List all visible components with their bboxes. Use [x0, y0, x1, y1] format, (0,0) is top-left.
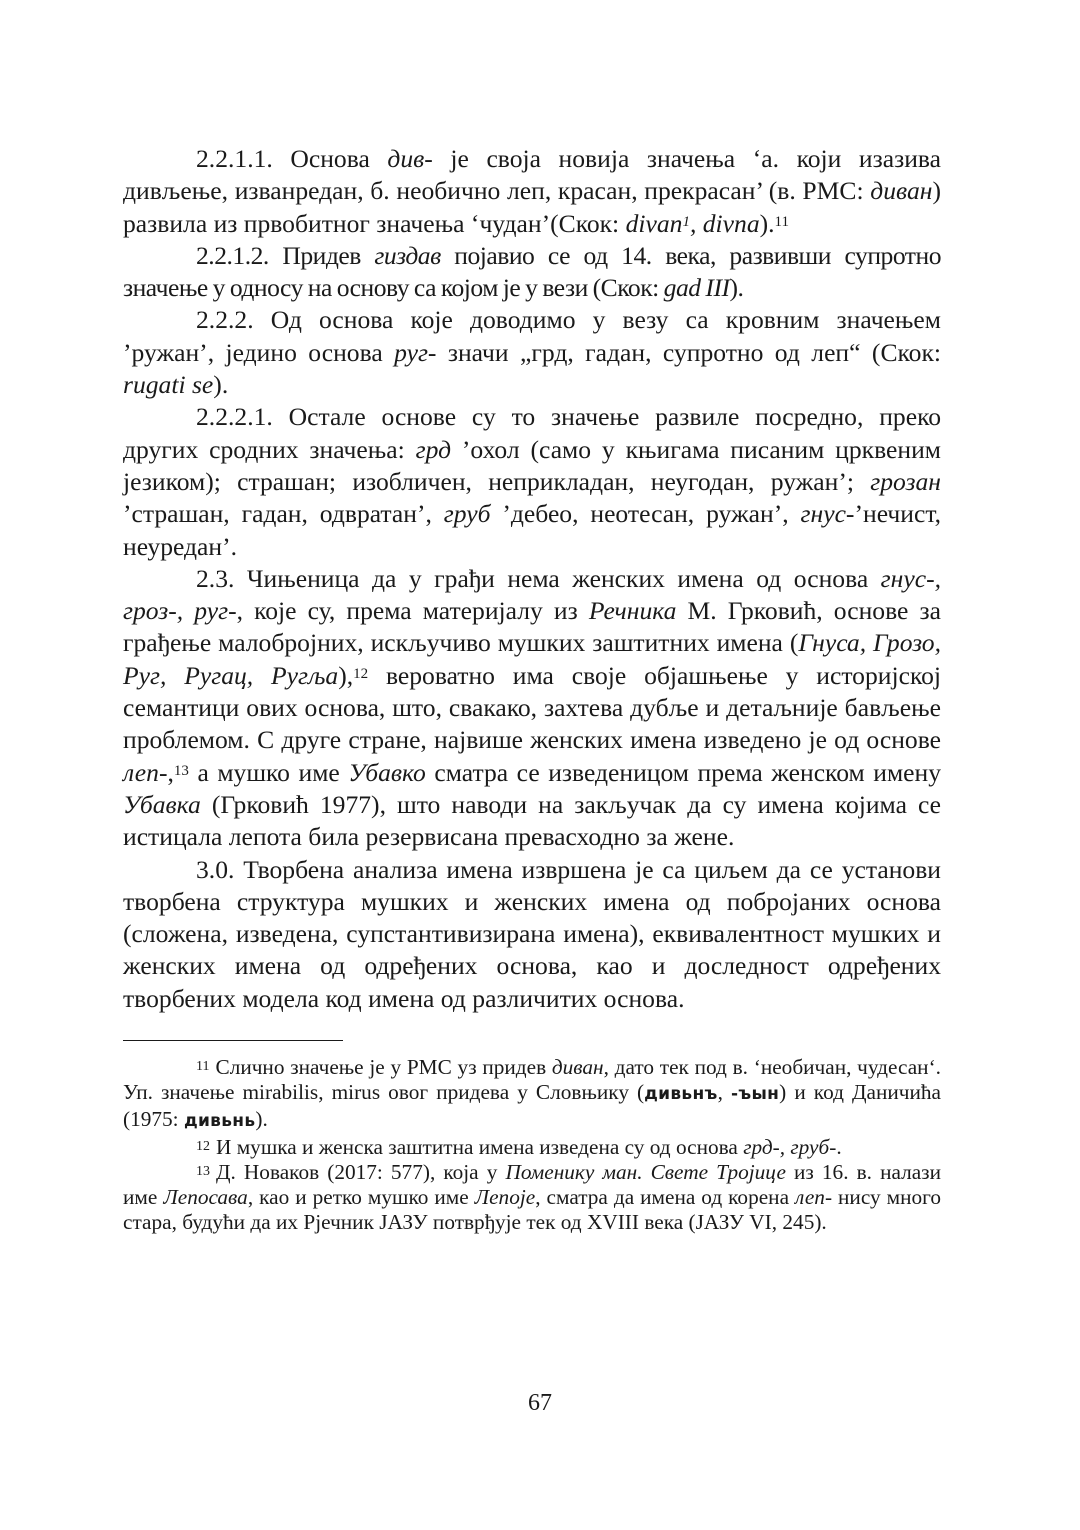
text-run: из 16. в. налази име [123, 1159, 941, 1210]
footnote-number: 12 [196, 1138, 210, 1154]
text-run: нису много стара, будући да их Рјечник ЈАЗУ потврђује тек од XVIII века (ЈАЗУ VI, 245). [123, 1185, 942, 1235]
italic-term: грозан [870, 466, 941, 496]
text-run: ). [729, 273, 744, 303]
footnotes [123, 1055, 941, 1235]
text-run: ), [338, 660, 354, 690]
footnote-number: 13 [196, 1163, 210, 1179]
text-run: 3.0. Творбена анализа имена извршена је са циљем да се установи творбена структура мушких и женских имена од побројаних основа (сложена, изведена, супстантивизирана имена), еквивалентност мушких и женских имена од одређених основа, као и доследност одређених творбених модела код имена од различитих основа. [123, 854, 941, 1013]
text-run: ). [759, 208, 775, 238]
italic-term: грд-, груб- [743, 1134, 837, 1159]
text-run: ). [255, 1107, 268, 1132]
italic-term: Речника [588, 596, 677, 626]
text-run: , дато тек под в. ‘необичан, чудесан‘. Уп. значење mirabilis, mirus овог придева у Словњику ( [123, 1055, 941, 1105]
old-slavonic-word: дивьнъ [644, 1084, 718, 1105]
italic-term: Лепоје [474, 1185, 536, 1210]
italic-term: леп- [123, 757, 168, 787]
text-run: ) и код Даничића (1975: [123, 1080, 941, 1132]
text-run: значи „грд, гадан, супротно од леп“ (Скок: [436, 337, 941, 367]
old-slavonic-word: дивьнь [183, 1111, 256, 1132]
footnote-separator [123, 1040, 343, 1041]
italic-term: Лепосава [163, 1185, 248, 1210]
paragraph-2-2-2 [123, 304, 941, 401]
italic-term: див- [387, 144, 433, 173]
text-run: , као и ретко мушко име [247, 1185, 475, 1210]
text-run: , које су, према материјалу из [236, 596, 589, 626]
text-run: Слично значење је у РМС уз придев [215, 1055, 552, 1080]
italic-term: gad III [663, 273, 730, 303]
text-run: 2.2.1.1. Основа [196, 144, 388, 173]
text-run: 2.3. Чињеница да у грађи нема женских имена од основа [196, 563, 881, 593]
text-run: Д. Новаков (2017: 577), која у [216, 1159, 506, 1184]
text-run: а мушко име [188, 757, 349, 787]
footnote-ref: 12 [353, 665, 369, 682]
text-run: , сматра да имена од корена [535, 1185, 796, 1210]
italic-term: груб [443, 499, 491, 529]
text-run: , [717, 1080, 732, 1105]
paragraph-2-3 [123, 563, 941, 854]
text-run: ’дебео, неотесан, ружан’, [490, 499, 801, 529]
text-run: сматра се изведеницом према женском имену [425, 757, 941, 787]
footnote-number: 11 [196, 1059, 210, 1075]
text-run: појавио се од 14. века, развивши супротно значење у односу на основу са којом је у вези (Скок: [123, 240, 941, 303]
italic-term: Поменику ман. Свете Тројице [505, 1159, 786, 1184]
footnote-13 [123, 1160, 941, 1236]
italic-term: диван [551, 1055, 604, 1080]
italic-term: , divna [689, 208, 760, 238]
italic-term: гиздав [374, 240, 441, 270]
text-run: је своја новија значења ‘а. који изазива дивљење, изванредан, б. необично леп, красан, прекрасан’ (в. РМС: [123, 144, 941, 206]
page-number: 67 [528, 1390, 552, 1416]
page [123, 143, 941, 1235]
text-run: ). [213, 370, 229, 400]
body-text [123, 143, 941, 1015]
footnote-12 [123, 1135, 941, 1160]
paragraph-2-2-1-2 [123, 240, 941, 305]
paragraph-3-0 [123, 854, 941, 1015]
italic-term: гнус- [800, 499, 855, 529]
paragraph-2-2-1-1 [123, 143, 941, 240]
footnote-ref: 11 [774, 213, 789, 230]
text-run: 2.2.2. Од основа које доводимо у везу са кровним значењем ’ружан’, једино основа [123, 305, 941, 367]
italic-term: руг- [394, 337, 437, 367]
text-run: 2.2.1.2. Придев [196, 240, 375, 270]
text-run: ’охол (само у књигама писаним црквеним језиком); страшан; изобличен, неприкладан, неугодан, ружан’; [123, 434, 941, 496]
italic-term: грд [415, 434, 452, 464]
italic-term: Убавко [348, 757, 426, 787]
text-run: ’нечист, неуредан’. [123, 499, 941, 561]
footnote-11 [123, 1055, 941, 1135]
italic-term: rugati se [123, 370, 214, 400]
italic-term: гнус-, гроз-, руг- [123, 563, 941, 626]
text-run: И мушка и женска заштитна имена изведена су од основа [216, 1134, 744, 1159]
text-run: (Грковић 1977), што наводи на закључак да су имена којима се истицала лепота била резервисана превасходно за жене. [123, 789, 941, 852]
italic-term: Убавка [123, 789, 201, 819]
old-slavonic-word: -ъын [731, 1084, 780, 1105]
text-run: 2.2.2.1. Остале основе су то значење развиле посредно, преко других сродних значења: [123, 402, 941, 464]
italic-term: диван [870, 176, 933, 206]
italic-term: Гнуса, Грозо, Руг, Ругац, Ругља [123, 628, 941, 690]
text-run: . [836, 1134, 842, 1159]
footnote-ref: 13 [173, 762, 189, 779]
footnote-ref: 1 [682, 213, 690, 230]
text-run: вероватно има своје објашњење у историјској семантици ових основа, што, свакако, захтева дубље и детаљније бављење проблемом. С друге стране, највише женских имена изведено је од основе [123, 660, 941, 755]
italic-term: divan [625, 208, 683, 238]
text-run: ) развила из првобитног значења ‘чудан’(Скок: [123, 176, 941, 238]
paragraph-2-2-2-1 [123, 401, 941, 562]
text-run: ’страшан, гадан, одвратан’, [123, 499, 444, 529]
italic-term: леп- [795, 1185, 833, 1210]
text-run: , [167, 757, 174, 787]
text-run: М. Грковић, основе за грађење малобројних, искључиво мушких заштитних имена ( [123, 596, 941, 658]
